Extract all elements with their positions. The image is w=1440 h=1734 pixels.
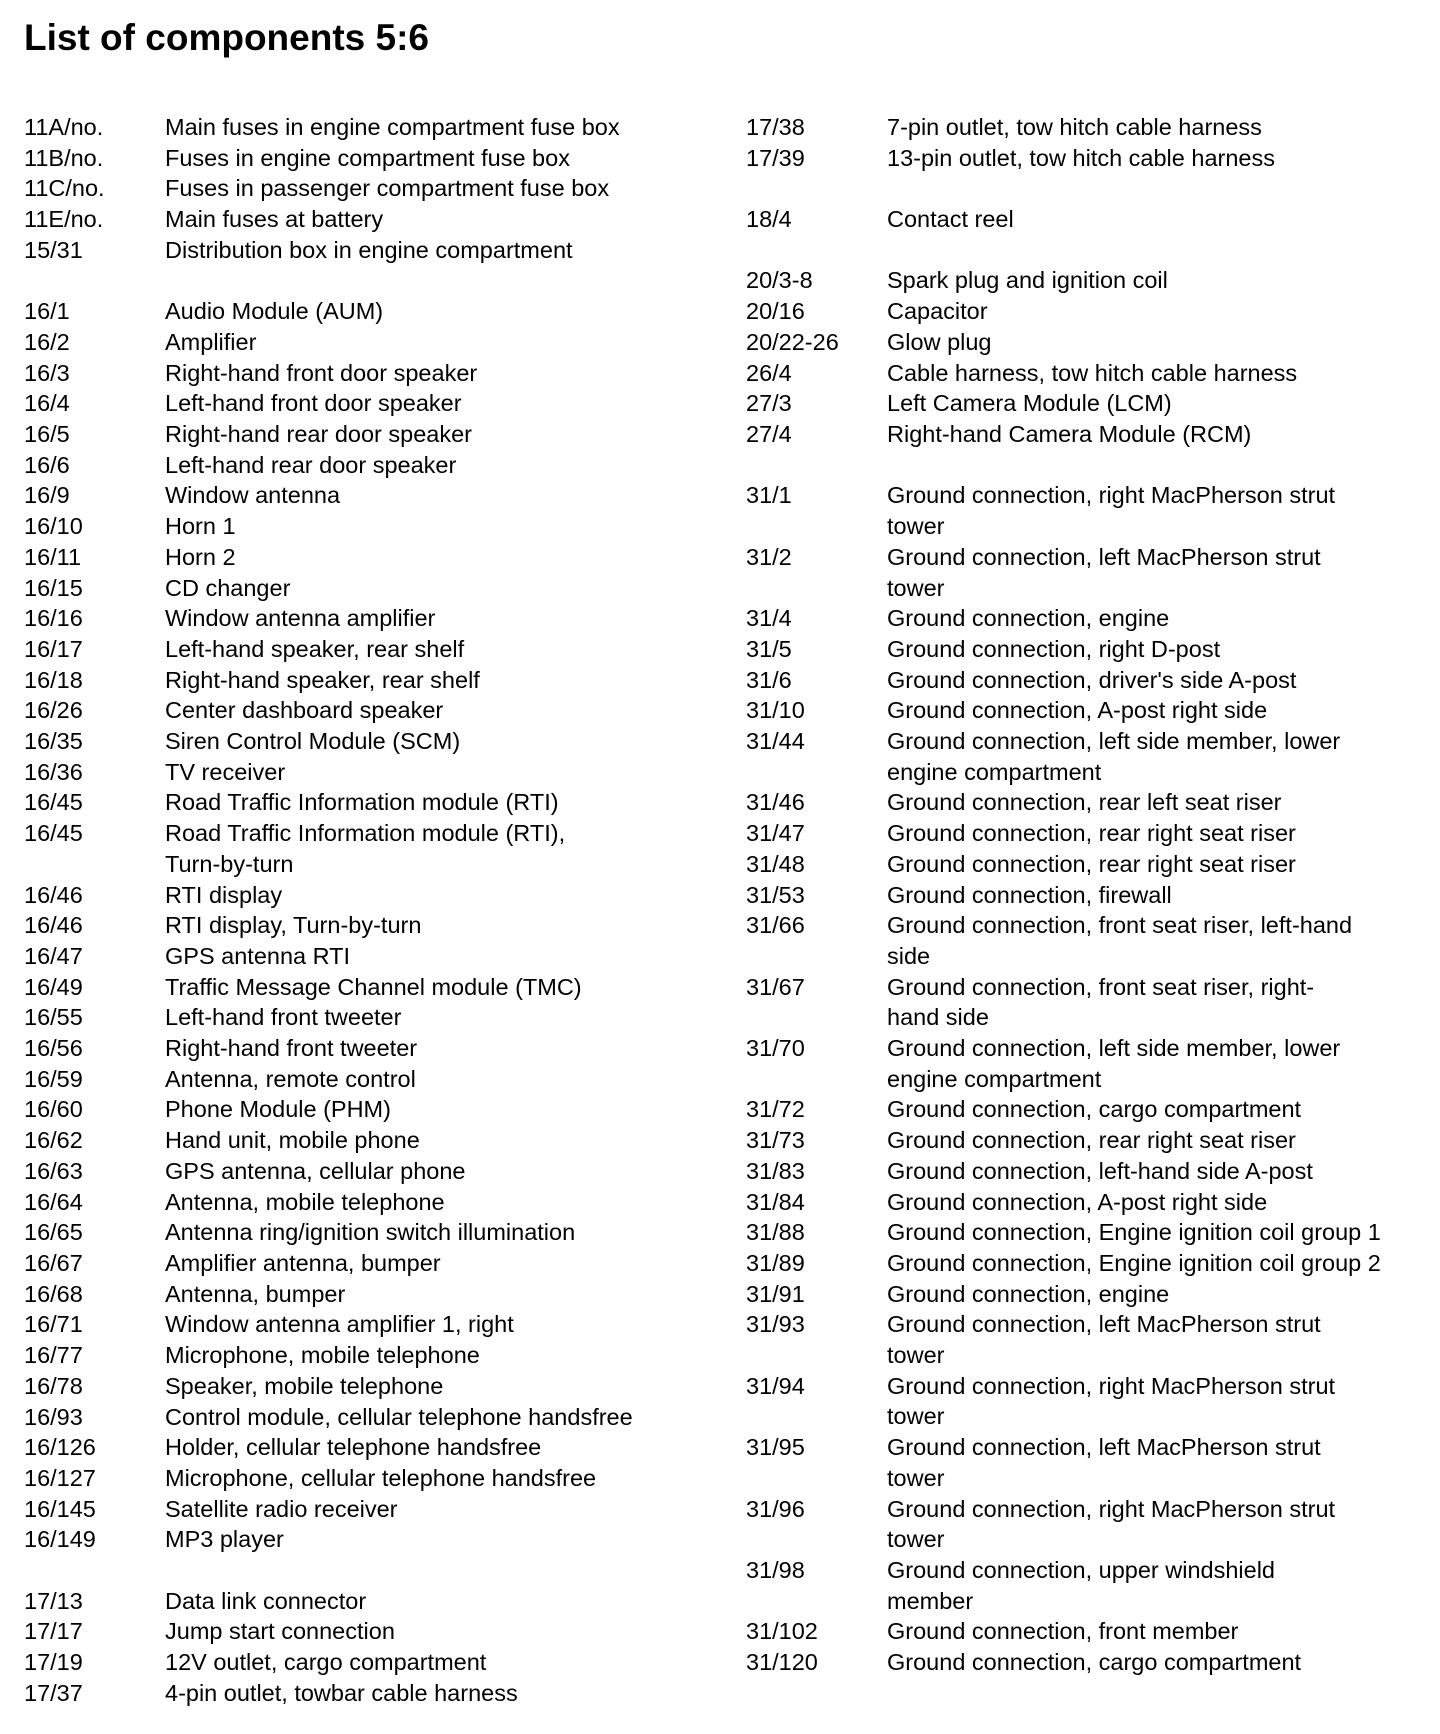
component-code: 31/46 [746, 789, 805, 816]
component-description: Left-hand front tweeter [165, 1004, 402, 1031]
component-row [24, 1524, 724, 1555]
component-description: Road Traffic Information module (RTI), Turn-by-turn [165, 820, 566, 877]
component-row [24, 296, 724, 327]
component-code: 15/31 [24, 236, 83, 263]
component-row [24, 1002, 724, 1033]
component-description: Ground connection, left side member, lower engine compartment [887, 1035, 1341, 1092]
component-description: Antenna, bumper [165, 1280, 346, 1307]
component-code: 16/71 [24, 1311, 83, 1338]
component-code: 16/11 [24, 543, 82, 570]
component-row [746, 1279, 1436, 1310]
component-code: 16/63 [24, 1157, 83, 1184]
component-description: 13-pin outlet, tow hitch cable harness [887, 144, 1275, 171]
component-code: 20/3-8 [746, 267, 813, 294]
component-description: Left-hand rear door speaker [165, 451, 457, 478]
component-row [24, 511, 724, 542]
component-code: 16/47 [24, 942, 83, 969]
list-spacer [746, 450, 1436, 481]
component-code: 16/68 [24, 1280, 83, 1307]
component-code: 11B/no. [24, 144, 104, 171]
component-description: Right-hand front door speaker [165, 359, 478, 386]
component-description: Right-hand front tweeter [165, 1035, 418, 1062]
component-description: 4-pin outlet, towbar cable harness [165, 1679, 518, 1706]
component-description: Road Traffic Information module (RTI) [165, 789, 559, 816]
component-code: 16/93 [24, 1403, 83, 1430]
component-code: 16/45 [24, 820, 83, 847]
component-code: 20/16 [746, 298, 805, 325]
component-row [24, 818, 724, 879]
component-code: 16/9 [24, 482, 70, 509]
component-code: 16/18 [24, 666, 83, 693]
component-description: Satellite radio receiver [165, 1495, 398, 1522]
component-description: Traffic Message Channel module (TMC) [165, 973, 582, 1000]
component-row [24, 757, 724, 788]
component-row [24, 1647, 724, 1678]
component-description: Ground connection, rear right seat riser [887, 850, 1296, 877]
component-code: 31/48 [746, 850, 805, 877]
component-row [24, 480, 724, 511]
component-row [24, 695, 724, 726]
component-description: Right-hand Camera Module (RCM) [887, 421, 1252, 447]
component-description: Left-hand front door speaker [165, 390, 462, 417]
component-row [746, 112, 1436, 143]
component-row [746, 296, 1436, 327]
component-description: Ground connection, A-post right side [887, 1188, 1268, 1215]
component-list-right [746, 112, 1436, 1678]
component-row [24, 1033, 724, 1064]
component-description: Speaker, mobile telephone [165, 1372, 444, 1399]
component-code: 16/55 [24, 1004, 83, 1031]
component-description: Ground connection, right D-post [887, 635, 1221, 662]
component-code: 11E/no. [24, 206, 104, 233]
component-code: 16/67 [24, 1250, 83, 1276]
component-code: 16/15 [24, 574, 83, 601]
component-description: Antenna, mobile telephone [165, 1188, 445, 1215]
component-code: 16/49 [24, 973, 83, 1000]
component-row [746, 818, 1436, 849]
component-description: MP3 player [165, 1526, 284, 1553]
component-description: Amplifier [165, 328, 257, 355]
component-code: 17/39 [746, 144, 805, 171]
component-description: GPS antenna, cellular phone [165, 1157, 466, 1184]
component-row [746, 1033, 1436, 1094]
component-row [746, 726, 1436, 787]
component-code: 31/93 [746, 1311, 805, 1338]
component-code: 16/5 [24, 421, 70, 448]
component-description: Ground connection, left-hand side A-post [887, 1157, 1313, 1184]
component-description: Holder, cellular telephone handsfree [165, 1434, 542, 1461]
component-description: Horn 1 [165, 513, 236, 540]
component-row [746, 1156, 1436, 1187]
component-code: 16/145 [24, 1495, 96, 1522]
component-row [24, 1187, 724, 1218]
component-row [746, 880, 1436, 911]
component-row [746, 1125, 1436, 1156]
component-code: 17/37 [24, 1679, 83, 1706]
component-code: 16/2 [24, 328, 70, 355]
component-description: Window antenna amplifier 1, right [165, 1311, 514, 1338]
component-code: 31/102 [746, 1618, 818, 1645]
component-row [24, 1616, 724, 1647]
component-code: 31/67 [746, 973, 805, 1000]
component-description: Ground connection, left side member, lower engine compartment [887, 728, 1341, 785]
component-row [24, 419, 724, 450]
component-code: 16/64 [24, 1188, 83, 1215]
component-description: Contact reel [887, 206, 1014, 233]
component-description: Right-hand rear door speaker [165, 421, 472, 448]
component-code: 31/88 [746, 1219, 805, 1246]
component-row [24, 112, 724, 143]
component-row [746, 910, 1436, 971]
component-row [746, 204, 1436, 235]
component-description: Right-hand speaker, rear shelf [165, 666, 480, 693]
component-row [24, 1586, 724, 1617]
component-description: Ground connection, right MacPherson strut tower [887, 1495, 1336, 1553]
list-spacer [24, 266, 724, 297]
component-row [24, 204, 724, 235]
component-description: Center dashboard speaker [165, 697, 444, 724]
component-code: 27/4 [746, 421, 792, 447]
component-description: Ground connection, rear left seat riser [887, 789, 1282, 816]
component-code: 31/53 [746, 881, 805, 908]
component-row [24, 1432, 724, 1463]
component-row [746, 1432, 1436, 1493]
component-row [24, 143, 724, 174]
component-description: 7-pin outlet, tow hitch cable harness [887, 114, 1262, 140]
component-description: Ground connection, right MacPherson strut tower [887, 1372, 1336, 1430]
component-row [746, 1094, 1436, 1125]
component-description: RTI display, Turn-by-turn [165, 912, 422, 939]
component-row [24, 1463, 724, 1494]
component-row [746, 972, 1436, 1033]
component-description: Left Camera Module (LCM) [887, 390, 1172, 417]
component-code: 16/65 [24, 1219, 83, 1246]
component-row [746, 542, 1436, 603]
component-description: Control module, cellular telephone handsfree [165, 1403, 633, 1430]
list-spacer [746, 235, 1436, 266]
component-code: 31/5 [746, 635, 792, 662]
component-code: 27/3 [746, 390, 792, 417]
component-description: Microphone, mobile telephone [165, 1342, 480, 1369]
component-row [24, 634, 724, 665]
component-description: GPS antenna RTI [165, 942, 351, 969]
component-code: 16/6 [24, 451, 70, 478]
component-code: 31/83 [746, 1157, 805, 1184]
component-row [746, 358, 1436, 389]
component-row [24, 603, 724, 634]
component-code: 16/46 [24, 881, 83, 908]
component-code: 31/94 [746, 1372, 805, 1399]
component-row [746, 265, 1436, 296]
component-row [746, 1647, 1436, 1678]
component-code: 16/46 [24, 912, 83, 939]
component-code: 31/44 [746, 728, 805, 755]
component-description: Audio Module (AUM) [165, 298, 384, 325]
component-row [24, 941, 724, 972]
component-row [24, 1402, 724, 1433]
component-row [24, 1156, 724, 1187]
component-row [746, 787, 1436, 818]
component-row [746, 388, 1436, 419]
component-row [24, 726, 724, 757]
component-code: 11C/no. [24, 175, 105, 202]
component-code: 16/17 [24, 635, 83, 662]
component-row [24, 542, 724, 573]
component-code: 31/72 [746, 1096, 805, 1123]
component-code: 16/78 [24, 1372, 83, 1399]
component-description: Ground connection, front seat riser, left-hand side [887, 912, 1353, 969]
component-code: 31/10 [746, 697, 805, 724]
component-code: 17/19 [24, 1649, 83, 1676]
component-code: 16/149 [24, 1526, 96, 1553]
component-code: 16/126 [24, 1434, 96, 1461]
component-code: 31/47 [746, 820, 805, 847]
component-row [24, 880, 724, 911]
component-row [24, 327, 724, 358]
component-row [24, 972, 724, 1003]
component-code: 16/26 [24, 697, 83, 724]
component-description: Antenna ring/ignition switch illumination [165, 1219, 576, 1246]
component-row [24, 1371, 724, 1402]
component-code: 16/36 [24, 758, 83, 785]
component-description: CD changer [165, 574, 291, 601]
component-row [746, 1217, 1436, 1248]
component-description: Cable harness, tow hitch cable harness [887, 359, 1298, 386]
component-code: 31/1 [746, 482, 792, 509]
component-code: 16/59 [24, 1065, 83, 1092]
component-row [746, 1555, 1436, 1616]
component-code: 31/96 [746, 1495, 805, 1522]
component-row [24, 450, 724, 481]
page-title: List of components 5:6 [24, 17, 429, 58]
component-row [24, 1064, 724, 1095]
component-code: 16/77 [24, 1342, 83, 1369]
component-code: 31/98 [746, 1557, 805, 1583]
component-row [24, 1125, 724, 1156]
component-description: Ground connection, driver's side A-post [887, 666, 1297, 693]
component-row [24, 665, 724, 696]
component-code: 31/91 [746, 1280, 805, 1307]
component-row [24, 388, 724, 419]
component-description: Siren Control Module (SCM) [165, 728, 461, 755]
component-description: Fuses in passenger compartment fuse box [165, 175, 610, 202]
component-row [746, 1371, 1436, 1432]
component-description: Ground connection, left MacPherson strut tower [887, 1434, 1321, 1491]
component-description: Distribution box in engine compartment [165, 236, 573, 263]
component-description: Amplifier antenna, bumper [165, 1250, 441, 1276]
component-row [24, 235, 724, 266]
component-code: 31/73 [746, 1127, 805, 1154]
component-code: 16/16 [24, 605, 83, 632]
component-description: Main fuses at battery [165, 206, 384, 233]
component-description: Ground connection, cargo compartment [887, 1096, 1302, 1123]
component-row [24, 1494, 724, 1525]
component-row [746, 1616, 1436, 1647]
list-spacer [24, 1555, 724, 1586]
component-description: Ground connection, front member [887, 1618, 1239, 1645]
component-description: Ground connection, front seat riser, right- hand side [887, 973, 1315, 1031]
component-description: Ground connection, Engine ignition coil group 2 [887, 1249, 1381, 1276]
component-description: Data link connector [165, 1587, 367, 1614]
component-code: 16/60 [24, 1096, 83, 1123]
component-code: 31/4 [746, 605, 792, 632]
component-description: Ground connection, Engine ignition coil group 1 [887, 1219, 1381, 1246]
component-row [746, 665, 1436, 696]
component-description: Microphone, cellular telephone handsfree [165, 1464, 597, 1491]
component-description: Antenna, remote control [165, 1065, 416, 1092]
component-description: Left-hand speaker, rear shelf [165, 635, 465, 662]
component-row [24, 1094, 724, 1125]
component-description: Horn 2 [165, 543, 236, 570]
component-row [24, 1678, 724, 1709]
component-code: 17/38 [746, 114, 805, 140]
component-row [746, 695, 1436, 726]
component-description: Main fuses in engine compartment fuse box [165, 114, 620, 140]
component-code: 16/35 [24, 728, 83, 755]
component-code: 31/84 [746, 1188, 805, 1215]
component-description: Ground connection, cargo compartment [887, 1649, 1302, 1676]
component-description: Ground connection, engine [887, 605, 1170, 632]
component-row [24, 1217, 724, 1248]
component-row [746, 634, 1436, 665]
component-row [746, 480, 1436, 541]
component-code: 31/89 [746, 1249, 805, 1276]
component-description: Ground connection, upper windshield member [887, 1557, 1276, 1614]
component-description: Ground connection, rear right seat riser [887, 820, 1296, 847]
component-description: Ground connection, left MacPherson strut tower [887, 1311, 1321, 1369]
component-description: Ground connection, left MacPherson strut tower [887, 543, 1321, 601]
component-code: 31/95 [746, 1434, 805, 1461]
component-code: 17/13 [24, 1587, 83, 1614]
component-code: 20/22-26 [746, 328, 839, 355]
component-description: Ground connection, A-post right side [887, 697, 1268, 724]
component-list-left [24, 112, 724, 1709]
component-row [746, 849, 1436, 880]
component-description: Phone Module (PHM) [165, 1096, 391, 1123]
component-description: Glow plug [887, 328, 992, 355]
component-code: 16/3 [24, 359, 70, 386]
component-description: 12V outlet, cargo compartment [165, 1649, 487, 1676]
component-row [24, 787, 724, 818]
component-row [24, 1248, 724, 1279]
component-row [24, 1279, 724, 1310]
component-description: Hand unit, mobile phone [165, 1127, 420, 1154]
component-row [746, 327, 1436, 358]
component-code: 31/6 [746, 666, 792, 693]
component-code: 11A/no. [24, 114, 104, 140]
component-description: Ground connection, rear right seat riser [887, 1127, 1296, 1154]
component-row [746, 1309, 1436, 1370]
component-description: Jump start connection [165, 1618, 395, 1645]
component-description: Capacitor [887, 298, 988, 325]
component-row [24, 173, 724, 204]
component-row [746, 1494, 1436, 1555]
component-description: Fuses in engine compartment fuse box [165, 144, 570, 171]
component-description: RTI display [165, 881, 283, 908]
list-spacer [746, 173, 1436, 204]
component-code: 16/10 [24, 513, 83, 540]
component-code: 16/4 [24, 390, 70, 417]
component-description: Spark plug and ignition coil [887, 267, 1168, 294]
component-row [24, 573, 724, 604]
component-description: Window antenna amplifier [165, 605, 436, 632]
component-code: 31/2 [746, 543, 792, 570]
component-row [746, 1187, 1436, 1218]
component-row [746, 603, 1436, 634]
component-row [746, 1248, 1436, 1279]
component-code: 31/66 [746, 912, 805, 939]
component-code: 16/45 [24, 789, 83, 816]
component-row [24, 1340, 724, 1371]
component-code: 31/120 [746, 1649, 818, 1676]
component-description: Ground connection, firewall [887, 881, 1172, 908]
component-row [746, 143, 1436, 174]
component-code: 16/127 [24, 1464, 96, 1491]
component-row [24, 910, 724, 941]
component-description: Ground connection, right MacPherson strut tower [887, 482, 1336, 540]
component-code: 16/1 [24, 298, 70, 325]
component-code: 31/70 [746, 1035, 805, 1062]
component-row [24, 358, 724, 389]
component-row [746, 419, 1436, 450]
component-row [24, 1309, 724, 1340]
component-description: Ground connection, engine [887, 1280, 1170, 1307]
component-code: 17/17 [24, 1618, 83, 1645]
component-description: TV receiver [165, 758, 286, 785]
component-code: 18/4 [746, 206, 792, 233]
component-code: 16/56 [24, 1035, 83, 1062]
component-code: 26/4 [746, 359, 792, 386]
component-code: 16/62 [24, 1127, 83, 1154]
component-description: Window antenna [165, 482, 341, 509]
